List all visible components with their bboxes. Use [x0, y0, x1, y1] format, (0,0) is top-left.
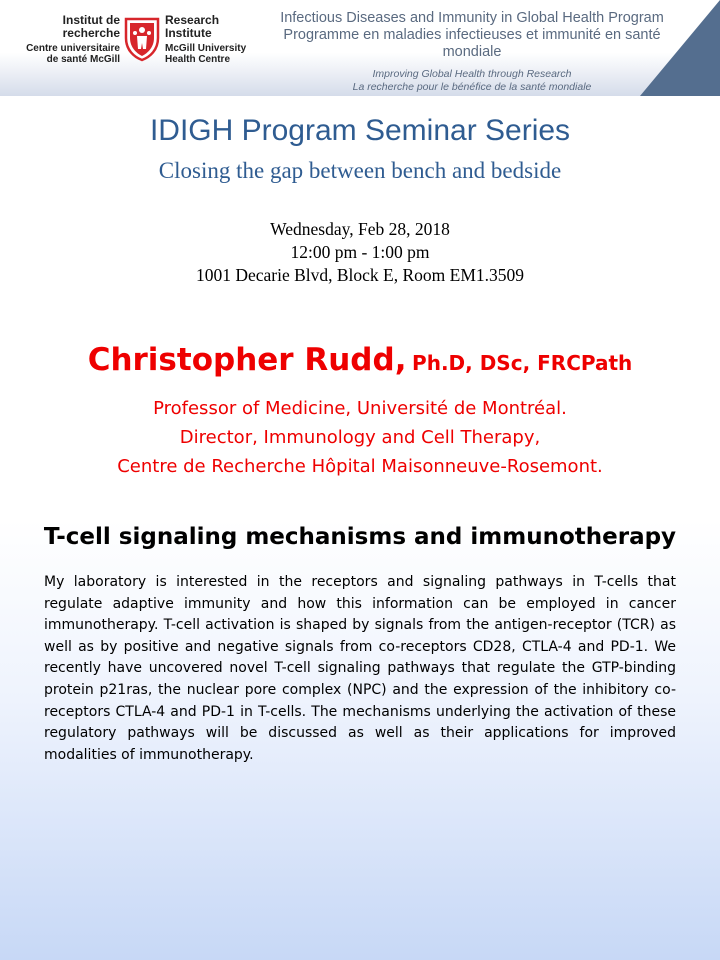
logo-fr-line-1: Institut de: [62, 13, 120, 27]
program-name-french: Programme en maladies infectieuses et immunité en santé mondiale: [283, 27, 661, 60]
series-title: IDIGH Program Seminar Series: [149, 114, 571, 147]
logo-en-line-1: Research: [165, 13, 220, 27]
logo-fr-line-3: Centre universitaire: [26, 43, 120, 54]
logo-en-line-2: Institute: [165, 26, 212, 40]
tagline-english: Improving Global Health through Research: [372, 68, 572, 80]
affiliation-line: Centre de Recherche Hôpital Maisonneuve-Rosemont.: [117, 456, 603, 477]
logo-text-english: [165, 14, 275, 65]
logo-en-line-3: McGill University: [165, 43, 247, 54]
shield-icon: [124, 16, 160, 62]
event-date: Wednesday, Feb 28, 2018: [270, 219, 450, 239]
talk-abstract: My laboratory is interested in the receptors and signaling pathways in T-cells that regulate adaptive immunity and how this information can be employed in cancer immunotherapy. T-cell activation is shaped by signals from the antigen-receptor (TCR) as well as by positive and negative signals from co-receptors CD28, CTLA-4 and PD-1. We recently have uncovered novel T-cell signaling pathways that regulate the GTP-binding protein p21ras, the nuclear pore complex (NPC) and the expression of the inhibitory co-receptors CTLA-4 and PD-1 in T-cells. The mechanisms underlying the activation of these regulatory pathways will be discussed as well as their applications for improved modalities of immunotherapy.: [44, 574, 676, 763]
speaker-affiliations: [0, 394, 720, 481]
speaker-heading: [0, 342, 720, 378]
talk-title: T-cell signaling mechanisms and immunotherapy: [43, 524, 677, 550]
affiliation-line: Professor of Medicine, Université de Montréal.: [153, 398, 567, 419]
program-name-english: Infectious Diseases and Immunity in Global Health Program: [280, 10, 664, 26]
speaker-name: Christopher Rudd,: [87, 342, 407, 378]
logo-fr-line-4: de santé McGill: [46, 54, 120, 65]
affiliation-line: Director, Immunology and Cell Therapy,: [179, 427, 541, 448]
event-location: 1001 Decarie Blvd, Block E, Room EM1.3509: [195, 265, 525, 285]
series-subtitle: Closing the gap between bench and bedside: [158, 158, 562, 183]
tagline-french: La recherche pour le bénéfice de la santé mondiale: [352, 81, 592, 93]
speaker-credentials: Ph.D, DSc, FRCPath: [412, 351, 633, 375]
program-header: [272, 10, 672, 94]
event-details: [0, 218, 720, 287]
logo-fr-line-2: recherche: [62, 26, 120, 40]
event-time: 12:00 pm - 1:00 pm: [290, 242, 430, 262]
logo-en-line-4: Health Centre: [165, 54, 231, 65]
logo-text-french: [10, 14, 120, 65]
institute-logo: [10, 14, 260, 84]
